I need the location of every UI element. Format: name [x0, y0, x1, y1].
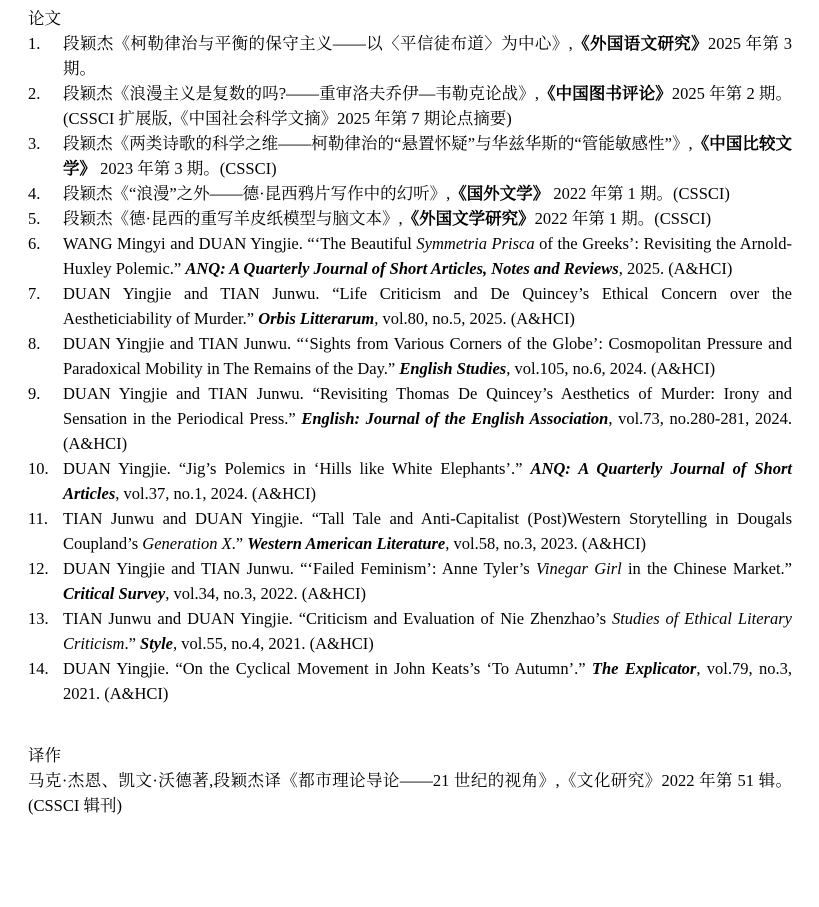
- section-translations: [28, 743, 792, 818]
- papers-section-heading: 论文: [28, 9, 61, 28]
- text-run: Studies of Ethical Literary Criticism: [63, 609, 792, 653]
- text-run: , vol.105, no.6, 2024. (A&HCI): [506, 359, 716, 378]
- section-papers: [28, 6, 792, 706]
- text-run: English: Journal of the English Association: [301, 409, 609, 428]
- item-text: [63, 656, 792, 706]
- item-text: [63, 556, 792, 606]
- publication-item: [28, 456, 792, 506]
- text-run: 《中国比较文学》: [63, 134, 793, 178]
- publication-item: [28, 768, 792, 818]
- text-run: 《外国语文研究》: [572, 34, 709, 53]
- text-run: WANG Mingyi and DUAN Yingjie. “‘The Beautiful: [63, 234, 417, 253]
- publication-item: [28, 281, 792, 331]
- text-run: Style: [140, 634, 174, 653]
- item-number: 9.: [28, 384, 41, 403]
- papers-publication-list: [28, 31, 792, 706]
- text-run: ANQ: A Quarterly Journal of Short Articles, Notes and Reviews: [185, 259, 619, 278]
- text-run: , vol.73, no.280-281, 2024. (A&HCI): [63, 409, 792, 453]
- text-run: , 2025. (A&HCI): [618, 259, 733, 278]
- text-run: Vinegar Girl: [536, 559, 622, 578]
- item-text: [63, 31, 792, 81]
- item-number: 8.: [28, 334, 41, 353]
- text-run: TIAN Junwu and DUAN Yingjie. “Criticism and Evaluation of Nie Zhenzhao’s: [63, 609, 612, 628]
- item-text: [63, 281, 792, 331]
- text-run: , vol.37, no.1, 2024. (A&HCI): [115, 484, 316, 503]
- item-number: 5.: [28, 209, 41, 228]
- item-number: 10.: [28, 459, 49, 478]
- publication-item: [28, 231, 792, 281]
- text-run: English Studies: [399, 359, 507, 378]
- text-run: 2022 年第 1 期。(CSSCI): [534, 209, 712, 228]
- item-number: 14.: [28, 659, 49, 678]
- publication-item: [28, 31, 792, 81]
- text-run: ANQ: A Quarterly Journal of Short Articles: [63, 459, 792, 503]
- text-run: , vol.79, no.3, 2021. (A&HCI): [63, 659, 792, 703]
- publication-item: [28, 656, 792, 706]
- item-text: [63, 381, 792, 456]
- text-run: , vol.58, no.3, 2023. (A&HCI): [445, 534, 646, 553]
- item-text: [63, 456, 792, 506]
- item-number: 1.: [28, 34, 41, 53]
- item-text: [28, 768, 792, 818]
- text-run: 2025 年第 2 期。(CSSCI 扩展版,《中国社会科学文摘》2025 年第 7 期论点摘要): [63, 84, 793, 128]
- text-run: 段颖杰《浪漫主义是复数的吗?——重审洛夫乔伊—韦勒克论战》,: [63, 84, 539, 103]
- item-number: 4.: [28, 184, 41, 203]
- text-run: Critical Survey: [63, 584, 166, 603]
- text-run: DUAN Yingjie and TIAN Junwu. “‘Failed Feminism’: Anne Tyler’s: [63, 559, 536, 578]
- text-run: 段颖杰《德·昆西的重写羊皮纸模型与脑文本》,: [63, 209, 403, 228]
- text-run: , vol.34, no.3, 2022. (A&HCI): [165, 584, 366, 603]
- text-run: Generation X: [142, 534, 232, 553]
- text-run: DUAN Yingjie. “On the Cyclical Movement in John Keats’s ‘To Autumn’.”: [63, 659, 592, 678]
- publication-item: [28, 81, 792, 131]
- publication-item: [28, 181, 792, 206]
- text-run: DUAN Yingjie and TIAN Junwu. “Life Criticism and De Quincey’s Ethical Concern over the Aestheticiability of Murder.”: [63, 284, 792, 328]
- item-text: [63, 506, 792, 556]
- text-run: 2023 年第 3 期。(CSSCI): [96, 159, 277, 178]
- text-run: 段颖杰《“浪漫”之外——德·昆西鸦片写作中的幻听》,: [63, 184, 451, 203]
- translations-section-heading: 译作: [28, 746, 61, 765]
- text-run: Orbis Litterarum: [258, 309, 375, 328]
- item-text: [63, 331, 792, 381]
- item-text: [63, 206, 792, 231]
- item-number: 13.: [28, 609, 49, 628]
- text-run: 段颖杰《柯勒律治与平衡的保守主义——以〈平信徒布道〉为中心》,: [63, 34, 573, 53]
- publication-item: [28, 131, 792, 181]
- text-run: .”: [124, 634, 141, 653]
- text-run: 马克·杰恩、凯文·沃德著,段颖杰译《都市理论导论——21 世纪的视角》,《文化研究》2022 年第 51 辑。(CSSCI 辑刊): [28, 771, 792, 815]
- item-number: 6.: [28, 234, 41, 253]
- text-run: , vol.55, no.4, 2021. (A&HCI): [173, 634, 374, 653]
- item-number: 7.: [28, 284, 41, 303]
- publication-item: [28, 556, 792, 606]
- text-run: 2025 年第 3 期。: [63, 34, 793, 78]
- item-text: [63, 231, 792, 281]
- text-run: Western American Literature: [247, 534, 446, 553]
- publication-item: [28, 206, 792, 231]
- item-text: [63, 131, 792, 181]
- item-number: 12.: [28, 559, 49, 578]
- text-run: TIAN Junwu and DUAN Yingjie. “Tall Tale and Anti-Capitalist (Post)Western Storytelling in Dougals Coupland’s: [63, 509, 792, 553]
- text-run: 《国外文学》: [450, 184, 550, 203]
- text-run: The Explicator: [591, 659, 697, 678]
- text-run: 2022 年第 1 期。(CSSCI): [549, 184, 730, 203]
- text-run: .”: [231, 534, 248, 553]
- item-text: [63, 606, 792, 656]
- publication-item: [28, 606, 792, 656]
- publication-item: [28, 331, 792, 381]
- text-run: , vol.80, no.5, 2025. (A&HCI): [374, 309, 575, 328]
- publication-item: [28, 506, 792, 556]
- item-number: 3.: [28, 134, 41, 153]
- publication-item: [28, 381, 792, 456]
- text-run: Symmetria Prisca: [416, 234, 535, 253]
- translations-list: [28, 768, 792, 818]
- text-run: in the Chinese Market.”: [621, 559, 792, 578]
- item-number: 2.: [28, 84, 41, 103]
- text-run: DUAN Yingjie and TIAN Junwu. “Revisiting Thomas De Quincey’s Aesthetics of Murder: Irony and Sensation in the Periodical Press.”: [63, 384, 792, 428]
- text-run: 《外国文学研究》: [402, 209, 535, 228]
- text-run: DUAN Yingjie. “Jig’s Polemics in ‘Hills like White Elephants’.”: [63, 459, 531, 478]
- item-text: [63, 181, 792, 206]
- text-run: DUAN Yingjie and TIAN Junwu. “‘Sights from Various Corners of the Globe’: Cosmopolitan Pressure and Paradoxical Mobility in The Remains of the Day.”: [63, 334, 792, 378]
- item-text: [63, 81, 792, 131]
- text-run: 《中国图书评论》: [538, 84, 672, 103]
- text-run: 段颖杰《两类诗歌的科学之维——柯勒律治的“悬置怀疑”与华兹华斯的“管能敏感性”》,: [63, 134, 693, 153]
- text-run: of the Greeks’: Revisiting the Arnold-Huxley Polemic.”: [63, 234, 792, 278]
- item-number: 11.: [28, 509, 49, 528]
